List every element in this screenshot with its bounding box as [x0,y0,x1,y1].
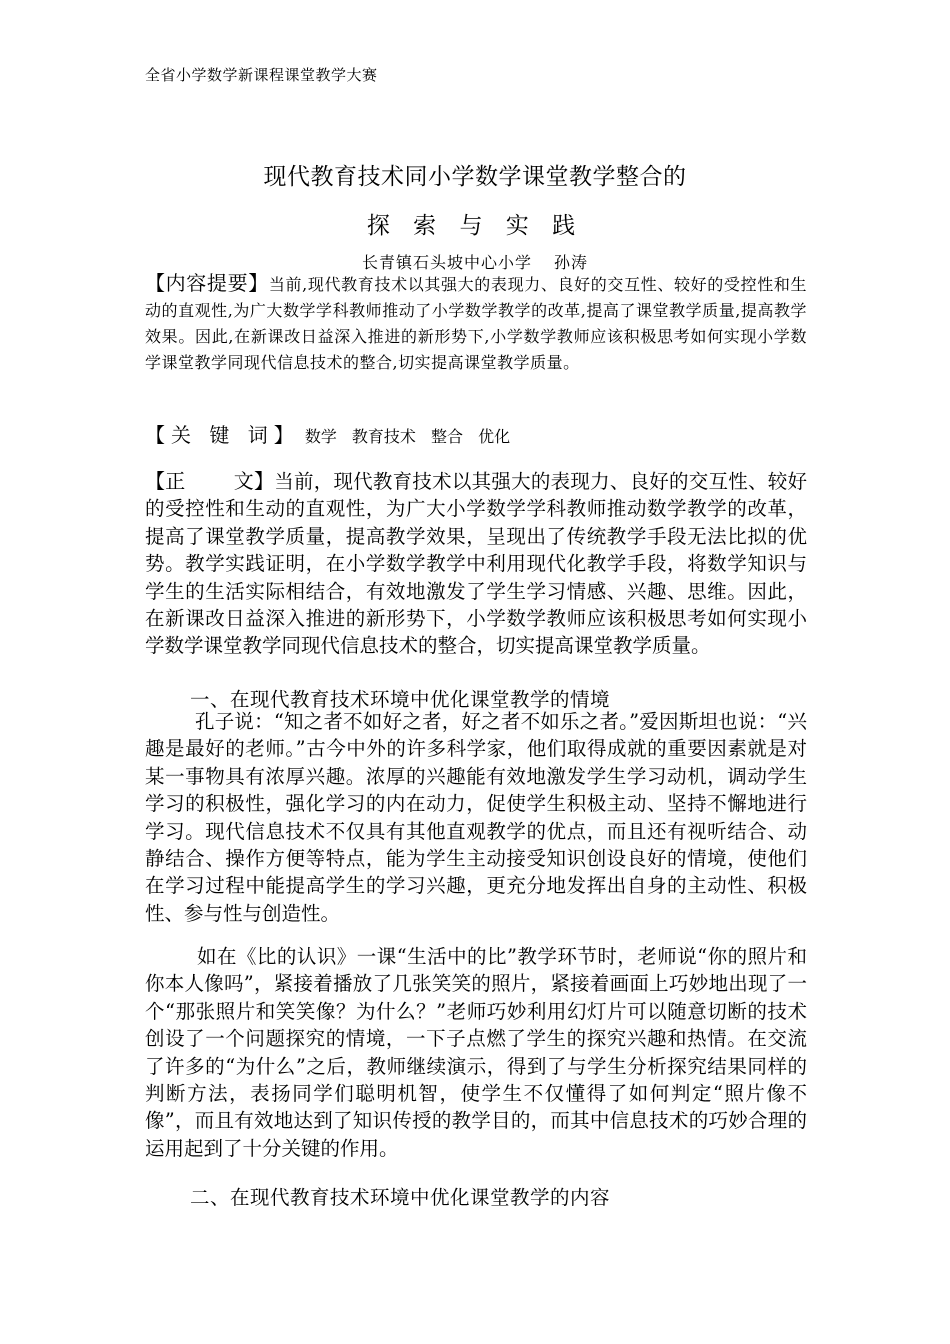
article-title-line2: 探 索 与 实 践 [366,213,584,239]
keyword: 教育技术 [351,427,416,446]
body-intro [145,468,807,660]
section-heading-1: 一、在现代教育技术环境中优化课堂教学的情境 [190,688,611,711]
body-intro-text: 当前，现代教育技术以其强大的表现力、良好的交互性、较好的受控性和生动的直观性，为广大小学数学学科教师推动数学教学的改革，提高了课堂教学质量，提高教学效果，呈现出了传统教学手段无法比拟的优势。教学实践证明，在小学数学教学中利用现代化教学手段，将数学知识与学生的生活实际相结合，有效地激发了学生学习情感、兴趣、思维。因此，在新课改日益深入推进的新形势下，小学数学教师应该积极思考如何实现小学数学课堂教学同现代信息技术的整合，切实提高课堂教学质量。 [145,470,807,658]
abstract [145,270,807,376]
keyword: 数学 [304,427,337,446]
abstract-text: 当前,现代教育技术以其强大的表现力、良好的交互性、较好的受控性和生动的直观性,为广大数学学科教师推动了小学数学教学的改革,提高了课堂教学质量,提高教学效果。因此,在新课改日益深入推进的新形势下,小学数学教师应该积极思考如何实现小学数学课堂教学同现代信息技术的整合,切实提高课堂教学质量。 [145,275,807,372]
section-heading-2: 二、在现代教育技术环境中优化课堂教学的内容 [190,1186,611,1209]
body-label-close: 文】 [233,469,275,493]
author-name: 孙涛 [554,253,589,272]
section1-paragraph-2: 如在《比的认识》一课“生活中的比”教学环节时，老师说“你的照片和你本人像吗”，紧接着播放了几张笑笑的照片，紧接着画面上巧妙地出现了一个“那张照片和笑笑像？为什么？”老师巧妙利用幻灯片可以随意切断的技术创设了一个问题探究的情境，一下子点燃了学生的探究兴趣和热情。在交流了许多的“为什么”之后，教师继续演示，得到了与学生分析探究结果同样的判断方法，表扬同学们聪明机智，使学生不仅懂得了如何判定“照片像不像”，而且有效地达到了知识传授的教学目的，而其中信息技术的巧妙合理的运用起到了十分关键的作用。 [145,945,807,1160]
body-label-open: 【正 [145,469,186,493]
abstract-label: 【内容提要】 [145,271,269,295]
running-header: 全省小学数学新课程课堂教学大赛 [145,66,378,84]
article-title: 现代教育技术同小学数学课堂教学整合的 [263,164,687,190]
body-label [145,469,274,493]
keywords-label: 【关 键 词】 [145,423,300,447]
keyword: 整合 [431,427,464,446]
section1-paragraph-1: 孔子说：“知之者不如好之者，好之者不如乐之者。”爱因斯坦也说：“兴趣是最好的老师。”古今中外的许多科学家，他们取得成就的重要因素就是对某一事物具有浓厚兴趣。浓厚的兴趣能有效地激发学生学习动机，调动学生学习的积极性，强化学习的内在动力，促使学生积极主动、坚持不懈地进行学习。现代信息技术不仅具有其他直观教学的优点，而且还有视听结合、动静结合、操作方便等特点，能为学生主动接受知识创设良好的情境，使他们在学习过程中能提高学生的学习兴趣，更充分地发挥出自身的主动性、积极性、参与性与创造性。 [145,710,807,925]
keywords [145,420,807,452]
keyword: 优化 [478,427,511,446]
author-school: 长青镇石头坡中心小学 [361,253,532,272]
